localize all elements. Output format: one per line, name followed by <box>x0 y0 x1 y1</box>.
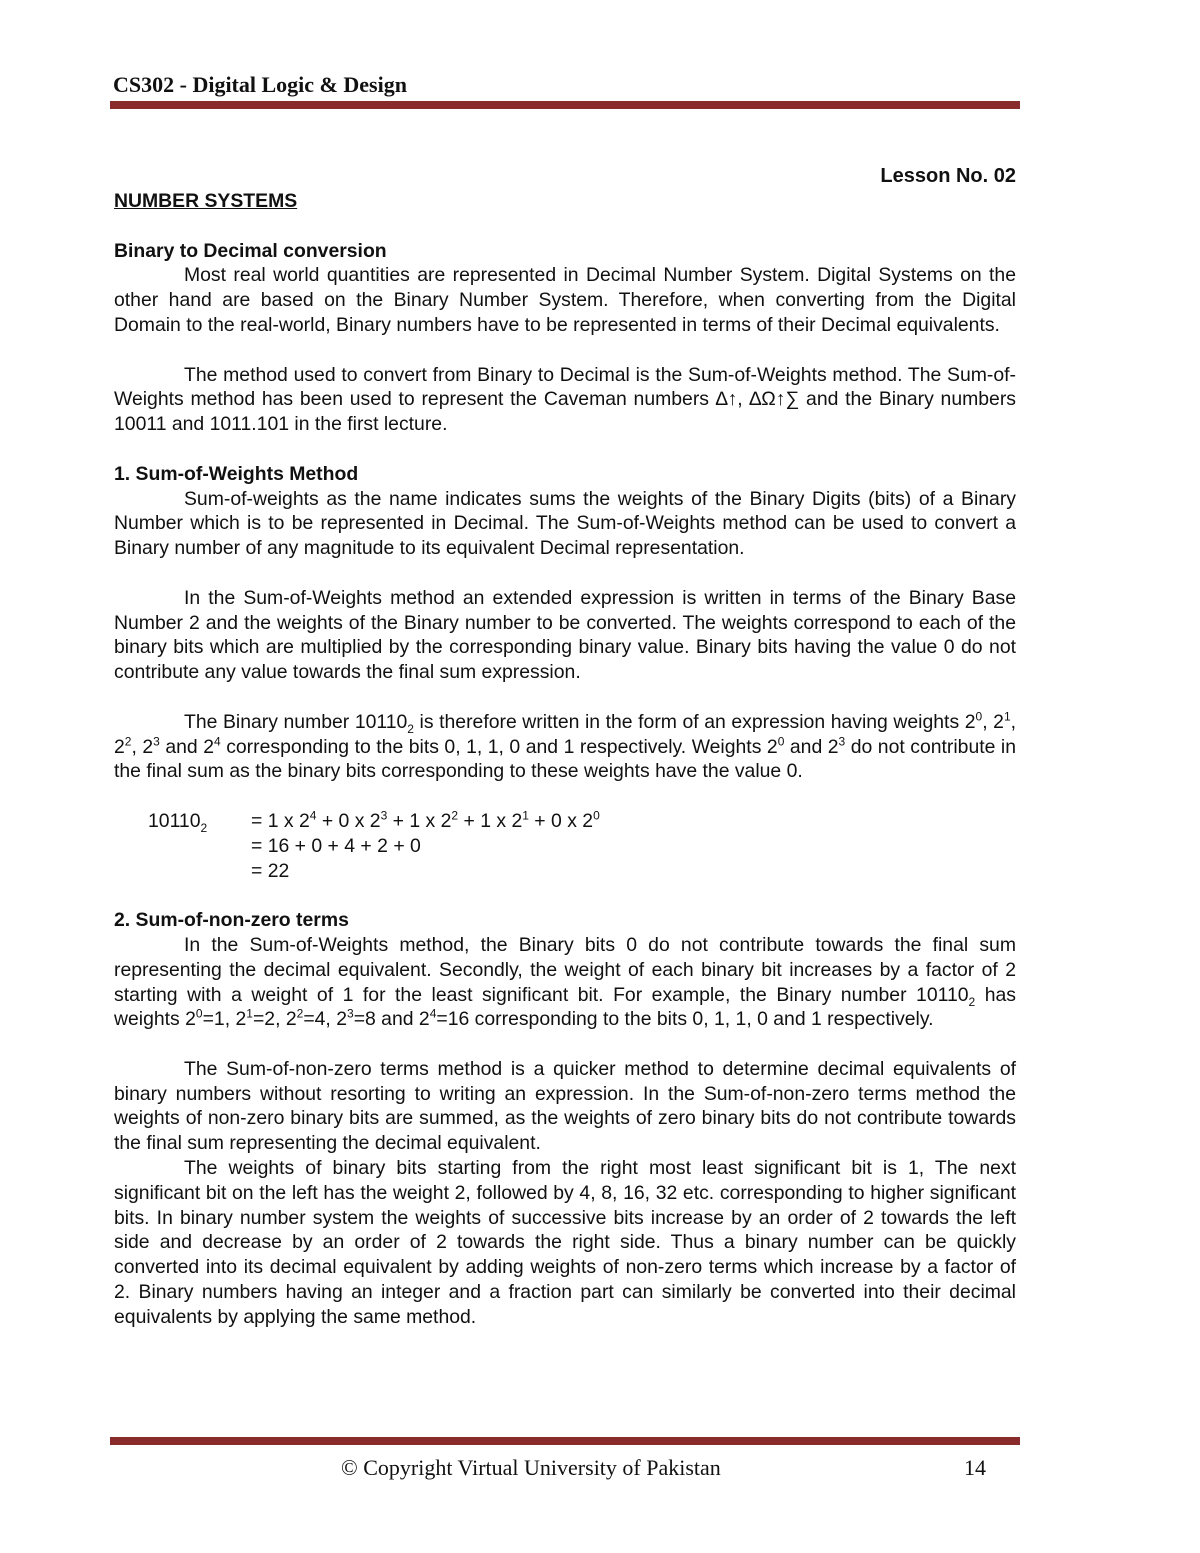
calc-label: $10110_2$ <box>148 809 208 835</box>
page-title: NUMBER SYSTEMS <box>114 190 298 212</box>
header-rule <box>110 101 1020 109</box>
calc-line: = 1 x $2^4 + 0$ x $2^3 + 1$ x $2^2 + 1$ x $2^1 + 0$ x $2^0$ <box>251 808 600 832</box>
paragraph-nonzero: In the Sum-of-Weights method, the Binary bits 0 do not contribute towards the final sum representing the decimal equivalent. Secondly, the weight of each binary bit increases by a factor of 2 starting with a weight of 1 for the least significant bit. For example, the Binary number $10110_2$ has weights $2^0=1$, $2^1=2$, $2^2=4$, $2^3=8$ and $2^4=16$ corresponding to the bits 0, 1, 1, 0 and 1 respectively. <box>114 933 1017 1031</box>
lesson-number: Lesson No. 02 <box>880 165 1016 187</box>
header-course-title: CS302 - Digital Logic & Design <box>113 72 407 97</box>
paragraph: The method used to convert from Binary to Decimal is the Sum-of-Weights method. The Sum-of-Weights method has been used to represent the Caveman numbers ∆↑, ∆Ω↑∑ and the Binary numbers 10011 and 1011.101 in the first lecture. <box>114 363 1016 436</box>
page-content <box>114 189 1016 1330</box>
paragraph: Most real world quantities are represented in Decimal Number System. Digital Systems on the other hand are based on the Binary Number System. Therefore, when converting from the Digital Domain to the real-world, Binary numbers have to be represented in terms of their Decimal equivalents. <box>114 264 1016 336</box>
page-number: 14 <box>964 1455 986 1480</box>
section-heading-binary-to-decimal: Binary to Decimal conversion <box>114 239 387 262</box>
calc-line: = 16 + 0 + 4 + 2 + 0 <box>251 834 421 857</box>
paragraph-weights: The Binary number $10110_2$ is therefore written in the form of an expression having weights $2^0$, $2^1$, $2^2$, $2^3$ and $2^4$ corresponding to the bits 0, 1, 1, 0 and 1 respectively. Weights $2^0$ and $2^3$ do not contribute in the final sum as the binary bits corresponding to these weights have the value 0. <box>114 709 1017 783</box>
calc-line: = 22 <box>251 859 290 882</box>
section-heading-sum-of-non-zero: 2. Sum-of-non-zero terms <box>114 909 349 932</box>
worked-calculation <box>148 809 1016 883</box>
paragraph: The weights of binary bits starting from the right most least significant bit is 1, The next significant bit on the left has the weight 2, followed by 4, 8, 16, 32 etc. corresponding to higher significant bits. In binary number system the weights of successive bits increase by an order of 2 towards the left side and decrease by an order of 2 towards the right side. Thus a binary number can be quickly converted into its decimal equivalent by adding weights of non-zero terms which increase by a factor of 2. Binary numbers having an integer and a fraction part can similarly be converted into their decimal equivalents by applying the same method. <box>114 1157 1016 1328</box>
paragraph: Sum-of-weights as the name indicates sums the weights of the Binary Digits (bits) of a Binary Number which is to be represented in Decimal. The Sum-of-Weights method can be used to convert a Binary number of any magnitude to its equivalent Decimal representation. <box>114 487 1016 560</box>
paragraph: In the Sum-of-Weights method an extended expression is written in terms of the Binary Base Number 2 and the weights of the Binary number to be converted. The weights correspond to each of the binary bits which are multiplied by the corresponding binary value. Binary bits having the value 0 do not contribute any value towards the final sum expression. <box>114 586 1016 684</box>
footer-rule <box>110 1437 1020 1445</box>
paragraph: The Sum-of-non-zero terms method is a quicker method to determine decimal equivalents of binary numbers without resorting to writing an expression. In the Sum-of-non-zero terms method the weights of non-zero binary bits are summed, as the weights of zero binary bits do not contribute towards the final sum representing the decimal equivalent. <box>114 1057 1016 1155</box>
section-heading-sum-of-weights: 1. Sum-of-Weights Method <box>114 462 359 485</box>
footer-copyright: © Copyright Virtual University of Pakistan <box>341 1455 721 1480</box>
